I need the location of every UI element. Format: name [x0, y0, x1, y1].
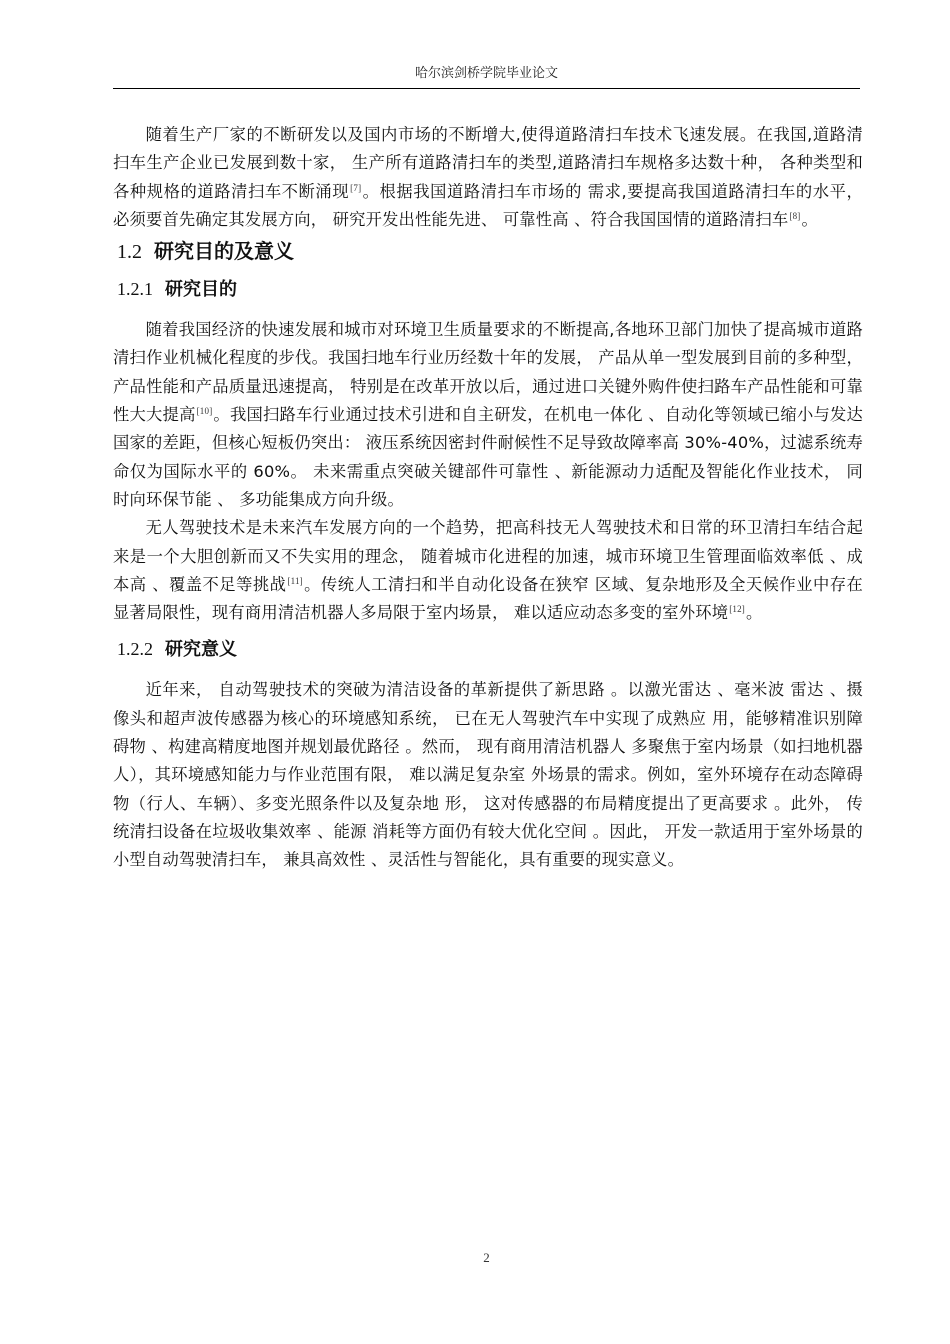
subsection-number: 1.2.1	[117, 279, 153, 300]
paragraph-autonomous-driving	[113, 514, 863, 627]
subsection-heading-1-2-1	[117, 275, 863, 304]
paragraph-text: 无人驾驶技术是未来汽车发展方向的一个趋势，把高科技无人驾驶技术和日常的环卫清扫车结合起来是一个大胆创新而又不失实用的理念， 随着城市化进程的加速，城市环境卫生管理面临效率低 、成本高 、覆盖不足等挑战	[113, 518, 863, 594]
citation-ref: [11]	[287, 575, 303, 586]
paragraph-text: 。	[801, 209, 818, 229]
running-header: 哈尔滨剑桥学院毕业论文	[414, 66, 558, 81]
paragraph-industry-development	[113, 316, 863, 514]
subsection-heading-1-2-2	[117, 635, 863, 664]
subsection-title: 研究意义	[165, 639, 237, 661]
section-title: 研究目的及意义	[154, 239, 294, 264]
paragraph-text: 随着我国经济的快速发展和城市对环境卫生质量要求的不断提高,各地环卫部门加快了提高城市道路清扫作业机械化程度的步伐。我国扫地车行业历经数十年的发展， 产品从单一型发展到目前的多种型， 产品性能和产品质量迅速提高， 特别是在改革开放以后，通过进口关键外购件使扫路车产品性能和可靠性大大提高	[113, 320, 863, 425]
subsection-title: 研究目的	[165, 279, 237, 301]
paragraph-text: 。	[745, 603, 763, 623]
paragraph-text: 近年来， 自动驾驶技术的突破为清洁设备的革新提供了新思路 。以激光雷达 、毫米波 雷达 、摄像头和超声波传感器为核心的环境感知系统， 已在无人驾驶汽车中实现了成熟应 用，能够精准识别障碍物 、构建高精度地图并规划最优路径 。然而， 现有商用清洁机器人 多聚焦于室内场景（如扫地机器人），其环境感知能力与作业范围有限， 难以满足复杂室 外场景的需求。例如，室外环境存在动态障碍物（行人、车辆）、多变光照条件以及复杂地 形， 这对传感器的布局精度提出了更高要求 。此外， 传统清扫设备在垃圾收集效率 、能源 消耗等方面仍有较大优化空间 。因此， 开发一款适用于室外场景的小型自动驾驶清扫车， 兼具高效性 、灵活性与智能化，具有重要的现实意义。	[113, 680, 863, 870]
subsection-number: 1.2.2	[117, 639, 153, 660]
paragraph-research-significance	[113, 676, 863, 874]
paragraph-intro-market	[113, 121, 863, 234]
citation-ref: [7]	[350, 182, 362, 193]
citation-ref: [12]	[729, 604, 745, 615]
page-content	[113, 121, 863, 875]
paragraph-text: 。根据我国道路清扫车市场的 需求,要提高我国道路清扫车的水平， 必须要首先确定其发展方向， 研究开发出性能先进、 可靠性高 、符合我国国情的道路清扫车	[113, 181, 863, 229]
paragraph-text: 。我国扫路车行业通过技术引进和自主研发，在机电一体化 、自动化等领域已缩小与发达国家的差距，但核心短板仍突出： 液压系统因密封件耐候性不足导致故障率高 30%-40%，过滤系统寿命仅为国际水平的 60%。 未来需重点突破关键部件可靠性 、新能源动力适配及智能化作业技术， 同时向环保节能 、 多功能集成方向升级。	[113, 405, 863, 509]
paragraph-text: 随着生产厂家的不断研发以及国内市场的不断增大,使得道路清扫车技术飞速发展。在我国,道路清扫车生产企业已发展到数十家， 生产所有道路清扫车的类型,道路清扫车规格多达数十种， 各种类型和各种规格的道路清扫车不断涌现	[113, 125, 863, 201]
paragraph-text: 。传统人工清扫和半自动化设备在狭窄 区域、复杂地形及全天候作业中存在显著局限性，现有商用清洁机器人多局限于室内场景， 难以适应动态多变的室外环境	[113, 574, 863, 623]
section-number: 1.2	[117, 241, 142, 264]
citation-ref: [10]	[196, 406, 213, 417]
header-rule	[113, 88, 860, 89]
citation-ref: [8]	[789, 210, 801, 221]
page-number: 2	[483, 1250, 490, 1265]
section-heading-1-2	[117, 236, 863, 267]
